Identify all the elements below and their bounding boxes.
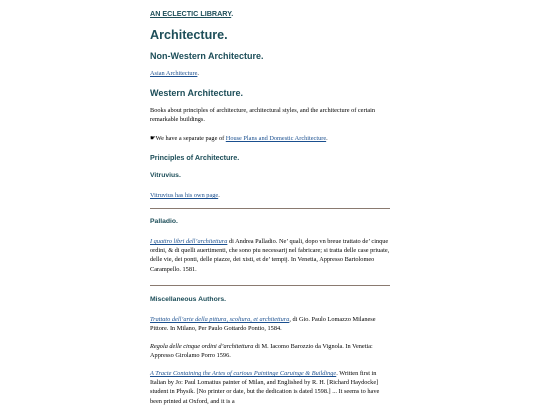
western-description: Books about principles of architecture, architectural styles, and the architecture of certain remarkable buildings. [150,107,376,124]
heading-western: Western Architecture. [150,88,244,98]
vitruvius-page-link[interactable]: Vitruvius has his own page [150,192,219,199]
regola-title: Regola delle cinque ordini d’architettura [150,343,254,350]
trattato-title: Trattato dell’arte della pittura, scoltura, et architettura [150,316,290,323]
section-divider [150,208,390,209]
vitruvius-paragraph [150,191,390,200]
misc-entry-haydocke [150,369,390,406]
tracte-title: A Tracte Containing the Artes of curious Paintinge Caruinge & Buildinge [150,370,337,377]
heading-principles: Principles of Architecture. [150,153,240,162]
note-suffix: . [326,135,328,142]
section-divider [150,285,390,286]
quattro-libri-title: I quattro libri dell’architettura [150,238,228,245]
heading-vitruvius: Vitruvius. [150,172,181,179]
western-note [150,134,390,143]
heading-miscellaneous: Miscellaneous Authors. [150,296,227,303]
asian-link-suffix: . [197,70,199,77]
page-title: Architecture. [150,28,228,42]
house-plans-link[interactable]: House Plans and Domestic Architecture [225,135,327,142]
vignola-entry-text: di M. Iacomo Barozzio da Vignola. In Venetia: Appresso Girolamo Porro 1596. [150,343,373,360]
heading-palladio: Palladio. [150,218,178,225]
non-western-paragraph [150,69,390,78]
site-link-period: . [231,9,234,18]
note-prefix: ☛We have a separate page of [150,135,226,142]
palladio-entry-text: di Andrea Palladio. Ne’ quali, dopo vn breue trattato de’ cinque ordini, & di quelli auertimenti, che sono piu necessarij nel fabricare; si tratta delle case priuate, delle vie, dei ponti, delle piazze, dei xisti, et de’ tempij. In Venetia, Appresso Bartolomeo Carampello. 1581. [150,238,390,273]
asian-architecture-link[interactable]: Asian Architecture [150,70,198,77]
site-home-link[interactable]: AN ECLECTIC LIBRARY [150,9,232,18]
misc-entry-lomazzo [150,315,390,333]
site-header [150,9,233,18]
trattato-link[interactable] [150,316,289,323]
palladio-entry [150,237,390,274]
vitruvius-link-suffix: . [218,192,220,199]
heading-non-western: Non-Western Architecture. [150,51,264,61]
quattro-libri-link[interactable] [150,238,227,245]
haydocke-entry-text: . Written first in Italian by Jo: Paul Lomatius painter of Milan, and Englished by R. H. [Richard Haydocke] student in Physik. [No printer or date, but the dedication is dated 1598.] ... It seems to have been printed at Oxford, and it is a [150,370,380,405]
lomazzo-entry-text: , di Gio. Paulo Lomazzo Milanese Pittore. In Milano, Per Paulo Gottardo Pontio, 1584. [150,316,376,333]
tracte-link[interactable] [150,370,336,377]
misc-entry-vignola [150,342,390,360]
